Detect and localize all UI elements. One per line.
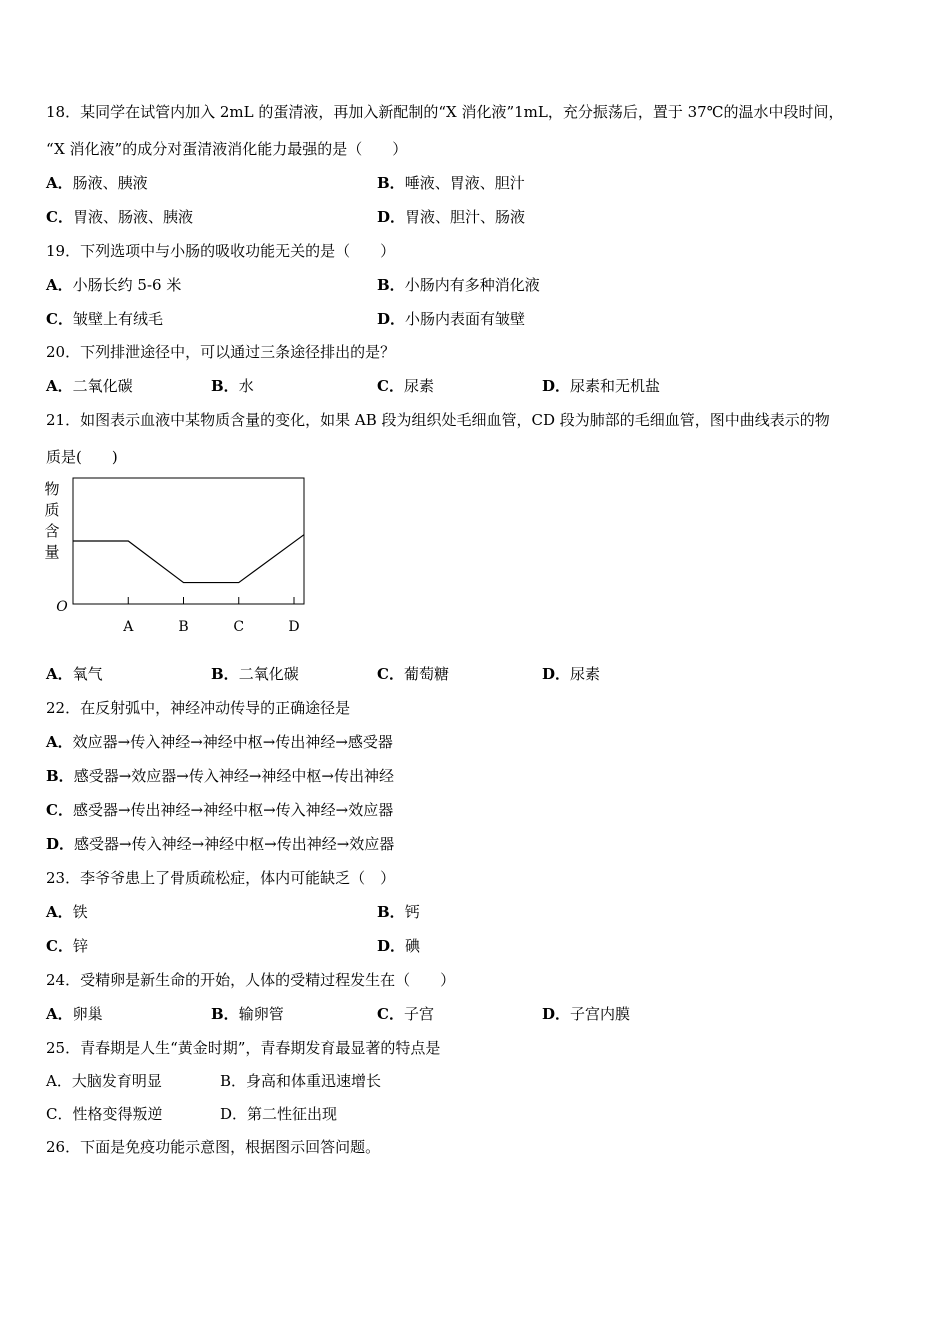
q22-option-b: B．感受器→效应器→传入神经→神经中枢→传出神经 (46, 767, 394, 785)
q21-option-a: A．氧气 (46, 665, 103, 683)
q24-option-b: B．输卵管 (211, 1005, 284, 1023)
q19-option-c: C．皱壁上有绒毛 (46, 310, 163, 328)
q22-option-a: A．效应器→传入神经→神经中枢→传出神经→感受器 (46, 733, 393, 751)
q18-option-c: C．胃液、肠液、胰液 (46, 208, 193, 226)
data-line (73, 535, 304, 583)
q19-option-b: B．小肠内有多种消化液 (377, 276, 540, 294)
q21-stem-line1: 21．如图表示血液中某物质含量的变化，如果 AB 段为组织处毛细血管，CD 段为肺部的毛细血管，图中曲线表示的物 (46, 411, 830, 429)
q18-option-b: B．唾液、胃液、胆汁 (377, 174, 525, 192)
y-axis-label-3: 含 (44, 522, 60, 540)
q20-option-c: C．尿素 (377, 377, 434, 395)
y-axis-label-1: 物 (44, 480, 60, 498)
q18-option-d: D．胃液、胆汁、肠液 (377, 208, 526, 226)
y-axis-label-4: 量 (44, 543, 60, 561)
q25-option-d: D．第二性征出现 (220, 1105, 338, 1123)
x-tick-label-C: C (233, 619, 245, 635)
q23-option-b: B．钙 (377, 903, 420, 921)
q20-option-b: B．水 (211, 377, 254, 395)
q22-option-c: C．感受器→传出神经→神经中枢→传入神经→效应器 (46, 801, 394, 819)
q19-option-d: D．小肠内表面有皱壁 (377, 310, 526, 328)
q20-option-a: A．二氧化碳 (46, 377, 133, 395)
q25-stem: 25．青春期是人生“黄金时期”，青春期发育最显著的特点是 (46, 1039, 441, 1057)
origin-label: O (56, 599, 68, 615)
q18-option-a: A．肠液、胰液 (46, 174, 148, 192)
q26-stem: 26．下面是免疫功能示意图，根据图示回答问题。 (46, 1138, 381, 1156)
q25-option-a: A．大脑发育明显 (46, 1072, 162, 1090)
q24-option-d: D．子宫内膜 (542, 1005, 631, 1023)
q22-option-d: D．感受器→传入神经→神经中枢→传出神经→效应器 (46, 835, 395, 853)
q25-option-b: B．身高和体重迅速增长 (220, 1072, 382, 1090)
x-tick-label-B: B (178, 619, 189, 635)
x-tick-label-D: D (288, 619, 300, 635)
x-tick-label-A: A (123, 619, 134, 635)
q21-option-c: C．葡萄糖 (377, 665, 449, 683)
q23-option-a: A．铁 (46, 903, 88, 921)
q19-option-a: A．小肠长约 5-6 米 (46, 276, 182, 294)
q24-option-c: C．子宫 (377, 1005, 434, 1023)
q25-option-c: C．性格变得叛逆 (46, 1105, 163, 1123)
q21-chart (36, 472, 336, 642)
q18-stem-line1: 18．某同学在试管内加入 2mL 的蛋清液，再加入新配制的“X 消化液”1mL，充分振荡后，置于 37℃的温水中段时间， (46, 103, 844, 121)
q21-option-b: B．二氧化碳 (211, 665, 299, 683)
q24-option-a: A．卵巢 (46, 1005, 103, 1023)
q23-stem: 23．李爷爷患上了骨质疏松症，体内可能缺乏（ ） (46, 869, 396, 887)
q24-stem: 24．受精卵是新生命的开始，人体的受精过程发生在（ ） (46, 971, 456, 989)
q19-stem: 19．下列选项中与小肠的吸收功能无关的是（ ） (46, 242, 396, 260)
q20-stem: 20．下列排泄途径中，可以通过三条途径排出的是？ (46, 343, 396, 361)
q23-option-c: C．锌 (46, 937, 88, 955)
q21-stem-line2: 质是( ) (46, 448, 118, 466)
q22-stem: 22．在反射弧中，神经冲动传导的正确途径是 (46, 699, 351, 717)
q23-option-d: D．碘 (377, 937, 421, 955)
q20-option-d: D．尿素和无机盐 (542, 377, 661, 395)
y-axis-label-2: 质 (44, 501, 60, 519)
q18-stem-line2: “X 消化液”的成分对蛋清液消化能力最强的是（ ） (46, 140, 408, 158)
q21-option-d: D．尿素 (542, 665, 601, 683)
